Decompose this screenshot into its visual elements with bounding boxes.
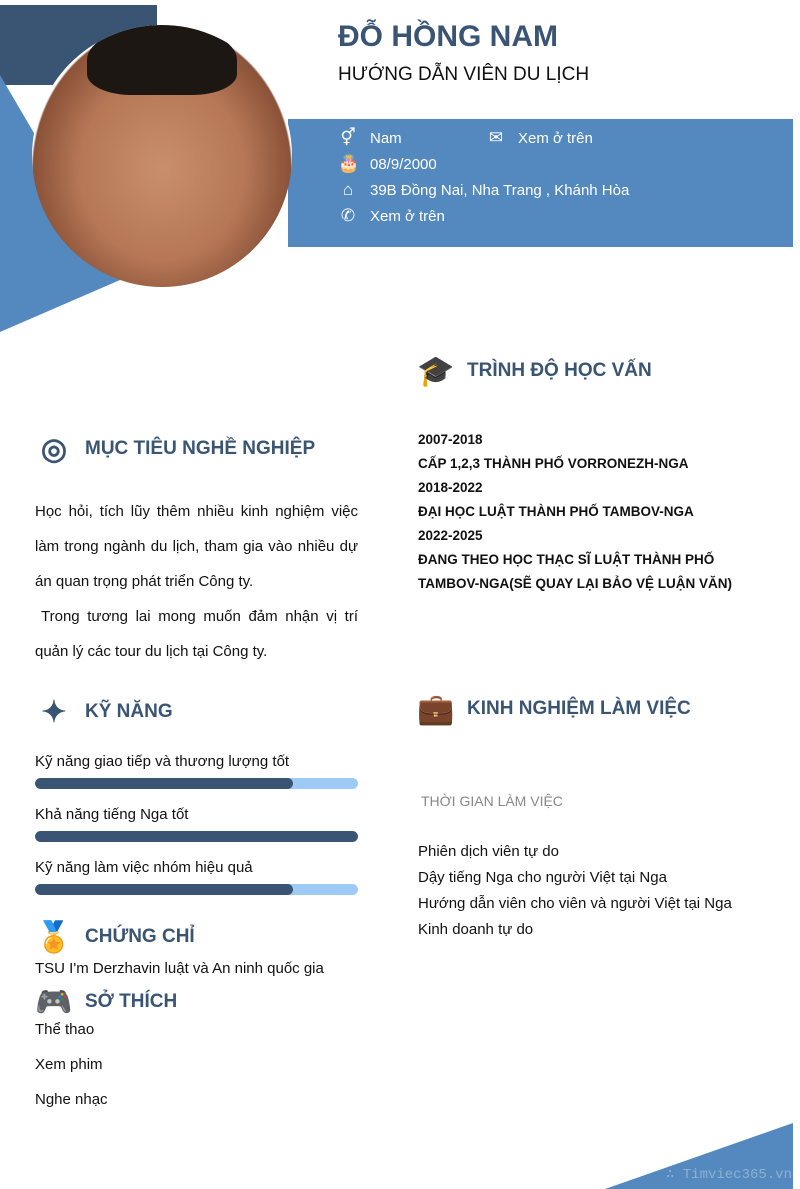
edu-line: CẤP 1,2,3 THÀNH PHỐ VORRONEZH-NGA: [418, 456, 689, 471]
whatsapp-icon: ✆: [340, 206, 356, 225]
skill-item: [35, 859, 358, 895]
edu-line: TAMBOV-NGA(SẼ QUAY LẠI BẢO VỆ LUẬN VĂN): [418, 576, 733, 591]
skill-bar: [35, 884, 358, 895]
hobby-item: Thể thao: [35, 1021, 95, 1038]
skill-label: Khả năng tiếng Nga tốt: [35, 806, 189, 823]
gender-icon: ⚥: [340, 128, 356, 147]
skill-bar: [35, 778, 358, 789]
email-row: [486, 128, 593, 148]
skill-label: Kỹ năng làm việc nhóm hiệu quả: [35, 859, 253, 876]
address-row: [338, 180, 629, 200]
edu-line: ĐANG THEO HỌC THẠC SĨ LUẬT THÀNH PHỐ: [418, 552, 715, 567]
skill-item: [35, 753, 358, 789]
skills-heading: [35, 693, 173, 731]
edu-line: ĐẠI HỌC LUẬT THÀNH PHỐ TAMBOV-NGA: [418, 504, 694, 519]
education-heading-text: TRÌNH ĐỘ HỌC VẤN: [467, 360, 652, 381]
education-list: [418, 428, 732, 596]
envelope-icon: ✉: [488, 128, 504, 147]
skill-bar-fill: [35, 778, 293, 789]
experience-item: Hướng dẫn viên cho viên và người Việt tại Nga: [418, 895, 732, 912]
certificates-heading-text: CHỨNG CHỈ: [85, 926, 195, 947]
hobby-item: Xem phim: [35, 1056, 103, 1073]
objective-heading: [35, 430, 315, 468]
experience-heading: [417, 690, 691, 728]
objective-paragraph: Học hỏi, tích lũy thêm nhiều kinh nghiệm việc làm trong ngành du lịch, tham gia vào nhiều dự án quan trọng phát triển Công ty.: [35, 503, 358, 590]
objective-paragraph: Trong tương lai mong muốn đảm nhận vị trí quản lý các tour du lịch tại Công ty.: [35, 608, 358, 660]
hobbies-heading: [35, 983, 177, 1021]
certificates-heading: [35, 918, 195, 956]
skill-bar-fill: [35, 884, 293, 895]
skill-bar-fill: [35, 831, 358, 842]
phone-value: Xem ở trên: [370, 207, 445, 225]
medal-icon: 🏅: [35, 920, 73, 954]
email-value: Xem ở trên: [518, 129, 593, 147]
birthday-row: [338, 154, 437, 174]
gamepad-icon: 🎮: [35, 985, 73, 1019]
gender-value: Nam: [370, 129, 402, 147]
home-icon: ⌂: [342, 180, 354, 199]
edu-line: 2018-2022: [418, 480, 483, 495]
birthday-value: 08/9/2000: [370, 155, 437, 173]
objective-text: [35, 494, 358, 669]
cake-icon: 🎂: [338, 154, 360, 173]
skill-item: [35, 806, 358, 842]
hobby-item: Nghe nhạc: [35, 1091, 108, 1108]
objective-heading-text: MỤC TIÊU NGHỀ NGHIỆP: [85, 438, 316, 459]
sparkles-icon: ✦: [41, 695, 67, 729]
experience-item: Phiên dịch viên tự do: [418, 843, 559, 860]
address-value: 39B Đồng Nai, Nha Trang , Khánh Hòa: [370, 181, 630, 199]
target-icon: ◎: [40, 432, 68, 466]
edu-line: 2007-2018: [418, 432, 483, 447]
skill-bar: [35, 831, 358, 842]
job-title: HƯỚNG DẪN VIÊN DU LỊCH: [338, 64, 590, 85]
edu-line: 2022-2025: [418, 528, 483, 543]
avatar: [32, 25, 292, 287]
gender-row: [338, 128, 402, 148]
experience-item: Kinh doanh tự do: [418, 921, 534, 938]
graduation-cap-icon: 🎓: [417, 354, 455, 388]
candidate-name: ĐỖ HỒNG NAM: [338, 20, 558, 53]
education-heading: [417, 352, 652, 390]
experience-item: Dậy tiếng Nga cho người Việt tại Nga: [418, 869, 667, 886]
experience-heading-text: KINH NGHIỆM LÀM VIỆC: [467, 698, 691, 719]
hobbies-heading-text: SỞ THÍCH: [85, 991, 178, 1012]
skill-label: Kỹ năng giao tiếp và thương lượng tốt: [35, 753, 290, 770]
experience-period: THỜI GIAN LÀM VIỆC: [421, 793, 563, 809]
briefcase-icon: 💼: [417, 692, 455, 726]
phone-row: [338, 206, 445, 226]
certificate-item: TSU I'm Derzhavin luật và An ninh quốc gia: [35, 960, 324, 977]
skills-heading-text: KỸ NĂNG: [85, 701, 173, 722]
watermark: ∴ Timviec365.vn: [665, 1167, 792, 1183]
